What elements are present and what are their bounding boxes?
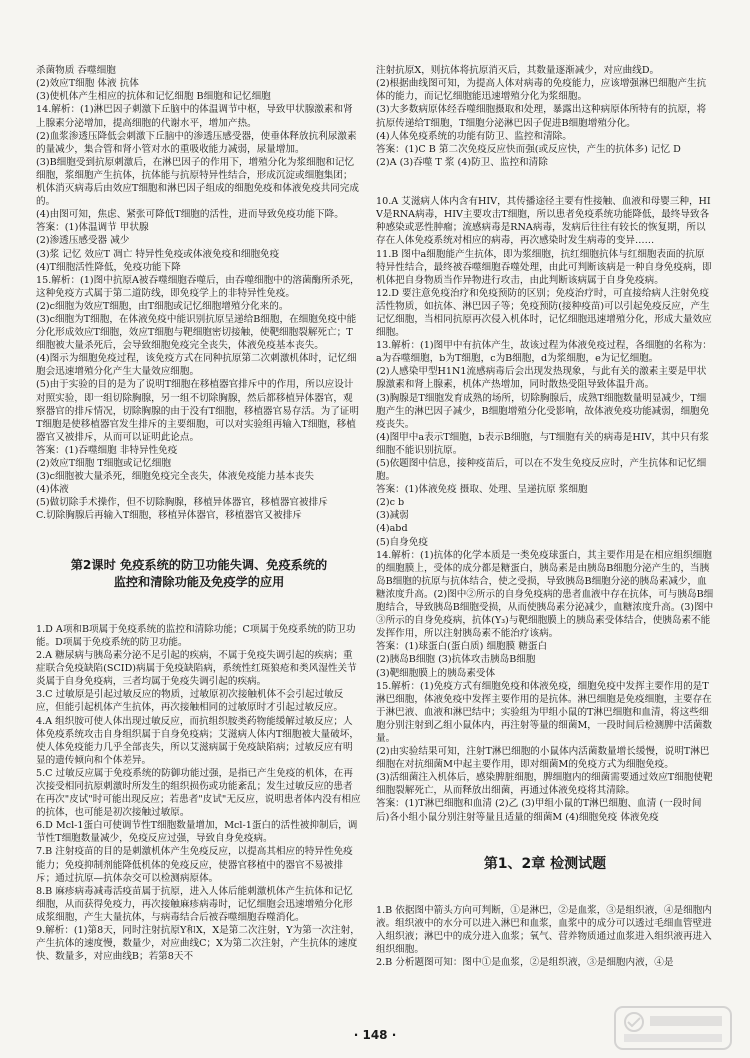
- answer-block: 1.D A项和B项属于免疫系统的监控和清除功能；C项属于免疫系统的防卫功能。D项属于免疫系统的防卫功能。 2.A 糖尿病与胰岛素分泌不足引起的疾病，不属于免疫失调引起的疾病；重症联合免疫缺陷(SCID)病属于免疫缺陷病，系统性红斑狼疮和类风湿性关节炎属于自身免疫病，三者均属于免疫失调引起的疾病。 3.C 过敏原是引起过敏反应的物质，过敏原初次接触机体不会引起过敏反应，但能引起机体产生抗体，再次接触相同的过敏原时才引起过敏反应。 4.A 组织胺可使人体出现过敏反应，而抗组织胺类药物能缓解过敏反应；人体免疫系统攻击自身组织属于自身免疫病；艾滋病人体内T细胞被大量破坏，使人体免疫能力几乎全部丧失，所以艾滋病属于免疫缺陷病；过敏反应有明显的遗传倾向和个体差异。 5.C 过敏反应属于免疫系统的防御功能过强，是指已产生免疫的机体，在再次接受相同抗原刺激时所发生的组织损伤或功能紊乱；发生过敏反应的患者在再次"皮试"时可能出现反应；若患者"皮试"无反应，说明患者体内没有相应的抗体，也可能是初次接触过敏原。 6.D Mcl-1蛋白可使调节性T细胞数量增加，Mcl-1蛋白的活性被抑制后，调节性T细胞数量减少，免疫反应过强，导致自身免疫病。 7.B 注射疫苗的目的是刺激机体产生免疫反应，以提高其相应的特异性免疫能力；免疫抑制剂能降低机体的免疫反应，使器官移植中的器官不易被排斥；通过抗原—抗体杂交可以检测病原体。 8.B 麻疹病毒减毒活疫苗属于抗原，进入人体后能刺激机体产生抗体和记忆细胞，从而获得免疫力，再次接触麻疹病毒时，记忆细胞会迅速增殖分化形成浆细胞，产生大量抗体，与病毒结合后被吞噬细胞吞噬消化。 9.解析：(1)第8天，同时注射抗原Y和X，X是第二次注射，Y为第一次注射，产生抗体的速度慢，数量少，对应曲线C；X为第二次注射，产生抗体的速度快、数量多，对应曲线B；若第8天不: [36, 623, 361, 963]
- left-column: [36, 38, 362, 1020]
- answer-block: 1.B 依据图中箭头方向可判断，①是淋巴，②是血浆，③是组织液，④是细胞内液。组织液中的水分可以进入淋巴和血浆，血浆中的成分可以透过毛细血管壁进入组织液；淋巴中的成分进入血浆；氧气、营养物质通过血浆进入组织液再进入组织细胞。 2.B 分析题图可知：图中①是血浆，②是组织液，③是细胞内液，④是: [376, 905, 712, 969]
- right-column: [376, 38, 714, 1020]
- answer-block: 杀菌物质 吞噬细胞 (2)效应T细胞 体液 抗体 (3)使机体产生相应的抗体和记忆细胞 B细胞和记忆细胞 14.解析：(1)淋巴因子刺激下丘脑中的体温调节中枢，导致甲状腺激素和肾上腺素分泌增加，提高细胞的代谢水平，增加产热。 (2)血浆渗透压降低会刺激下丘脑中的渗透压感受器，使垂体释放抗利尿激素的量减少，集合管和肾小管对水的重吸收能力减弱，尿量增加。 (3)B细胞受到抗原刺激后，在淋巴因子的作用下，增殖分化为浆细胞和记忆细胞，浆细胞产生抗体，抗体能与抗原特异性结合，形成沉淀或细胞集团；机体消灭病毒后由效应T细胞和淋巴因子组成的细胞免疫和体液免疫共同完成的。 (4)由图可知，焦虑、紧张可降低T细胞的活性，进而导致免疫功能下降。 答案：(1)体温调节 甲状腺 (2)渗透压感受器 减少 (3)浆 记忆 效应T 凋亡 特异性免疫或体液免疫和细胞免疫 (4)T细胞活性降低，免疫功能下降 15.解析：(1)图中抗原A被吞噬细胞吞噬后，由吞噬细胞中的溶菌酶所杀死，这种免疫方式属于第二道防线，即免疫学上的非特异性免疫。 (2)c细胞为效应T细胞，由T细胞或记忆细胞增殖分化来的。 (3)c细胞为T细胞，在体液免疫中能识别抗原呈递给B细胞，在细胞免疫中能分化形成效应T细胞，效应T细胞与靶细胞密切接触，使靶细胞裂解死亡；T细胞被大量杀死后，会导致细胞免疫完全丧失，体液免疫基本丧失。 (4)图示为细胞免疫过程，该免疫方式在同种抗原第二次刺激机体时，记忆细胞会迅速增殖分化产生大量效应细胞。 (5)由于实验的目的是为了说明T细胞在移植器官排斥中的作用，所以应设计对照实验，即一组切除胸腺，另一组不切除胸腺，然后都移植异体器官，观察器官的排斥情况，切除胸腺的由于没有T细胞，移植器官易存活。为了证明T细胞是使移植器官发生排斥的主要细胞，可以对实验组再输入T细胞，移植器官又被排斥，从而可以证明此论点。 答案：(1)吞噬细胞 非特异性免疫 (2)效应T细胞 T细胞或记忆细胞 (3)c细胞被大量杀死，细胞免疫完全丧失，体液免疫能力基本丧失 (4)体液 (5)做切除手术操作，但不切除胸腺，移植异体器官，移植器官被排斥 C.切除胸腺后再输入T细胞，移植异体器官，移植器官又被排斥: [36, 65, 360, 522]
- watermark-logo: [614, 1006, 732, 1050]
- page-number: · 148 ·: [353, 1028, 397, 1042]
- answer-block: 10.A 艾滋病人体内含有HIV，其传播途径主要有性接触、血液和母婴三种，HIV是RNA病毒，HIV主要攻击T细胞，所以患者免疫系统功能降低，最终导致各种感染或恶性肿瘤；流感病毒是RNA病毒，发病后往往有较长的恢复期，所以存在人体免疫系统对相应的病毒，再次感染时发生病毒的变异…… 11.B 图中a细胞能产生抗体，即为浆细胞，抗红细胞抗体与红细胞表面的抗原特异性结合，最终被吞噬细胞吞噬处理，由此可判断该病是一种自身免疫病，即机体把自身物质当作异物进行攻击，由此判断该病属于自身免疫病。 12.D 要注意免疫治疗和免疫预防的区别；免疫治疗时，可直接给病人注射免疫活性物质，如抗体、淋巴因子等；免疫预防(接种疫苗)可以引起免疫反应，产生记忆细胞，当相同抗原再次侵入机体时，记忆细胞迅速增殖分化，形成大量效应细胞。 13.解析：(1)图甲中有抗体产生，故该过程为体液免疫过程，各细胞的名称为：a为吞噬细胞，b为T细胞，c为B细胞，d为浆细胞，e为记忆细胞。 (2)人感染甲型H1N1流感病毒后会出现发热现象，与此有关的激素主要是甲状腺激素和肾上腺素，机体产热增加，同时散热受阻导致体温升高。 (3)胸腺是T细胞发育成熟的场所，切除胸腺后，成熟T细胞数量明显减少，T细胞产生的淋巴因子减少，B细胞增殖分化受影响，故体液免疫功能减弱，细胞免疫丧失。 (4)图甲中a表示T细胞，b表示B细胞，与T细胞有关的病毒是HIV，其中只有浆细胞不能识别抗原。 (5)依题图中信息，接种疫苗后，可以在不发生免疫反应时，产生抗体和记忆细胞。 答案：(1)体液免疫 摄取、处理、呈递抗原 浆细胞 (2)c b (3)减弱 (4)abd (5)自身免疫 14.解析：(1)抗体的化学本质是一类免疫球蛋白，其主要作用是在相应组织细胞的细胞膜上，受体的成分都是糖蛋白，胰岛素是由胰岛B细胞分泌产生的，当胰岛B细胞的抗原与抗体结合，使之受损，导致胰岛B细胞分泌的胰岛素减少，血糖浓度升高。(2)图中②所示的自身免疫病的患者血液中存在抗体，可与胰岛B细胞结合，导致胰岛B细胞受损，从而使胰岛素分泌减少，血糖浓度升高。(3)图中③所示的自身免疫病，抗体(Y₃)与靶细胞膜上的胰岛素受体结合，使胰岛素不能发挥作用，所以注射胰岛素不能治疗该病。 答案：(1)球蛋白(蛋白质) 细胞膜 糖蛋白 (2)胰岛B细胞 (3)抗体攻击胰岛B细胞 (3)靶细胞膜上的胰岛素受体 15.解析：(1)免疫方式有细胞免疫和体液免疫，细胞免疫中发挥主要作用的是T淋巴细胞，体液免疫中发挥主要作用的是抗体。淋巴细胞是免疫细胞，主要存在于淋巴液、血液和淋巴结中；实验组为甲组小鼠的T淋巴细胞和血清，将这些细胞分别注射到乙组小鼠体内，再注射等量的细菌M，一段时间后检测脾中活菌数量。 (2)由实验结果可知，注射T淋巴细胞的小鼠体内活菌数量增长缓慢，说明T淋巴细胞在对抗细菌M中起主要作用，即对细菌M的免疫方式为细胞免疫。 (3)活细菌注入机体后，感染脾脏细胞，脾细胞内的细菌需要通过效应T细胞使靶细胞裂解死亡，从而释放出细菌，再通过体液免疫将其清除。 答案：(1)T淋巴细胞和血清 (2)乙 (3)甲组小鼠的T淋巴细胞、血清 (一段时间后)各小组小鼠分别注射等量且适量的细菌M (4)细胞免疫 体液免疫: [376, 196, 714, 823]
- lesson-title: 第2课时 免疫系统的防卫功能失调、免疫系统的 监控和清除功能及免疫学的应用: [70, 557, 328, 589]
- section-title: 第1、2章 检测试题: [483, 855, 607, 872]
- answer-block: 注射抗原X，则抗体将抗原消灭后，其数量逐渐减少，对应曲线D。 (2)根据曲线图可知，为提高人体对病毒的免疫能力，应该增强淋巴细胞产生抗体的能力，而记忆细胞能迅速增殖分化为浆细胞。 (3)大多数病原体经吞噬细胞摄取和处理，暴露出这种病原体所特有的抗原，将抗原传递给T细胞，T细胞分泌淋巴因子促进B细胞增殖分化。 (4)人体免疫系统的功能有防卫、监控和清除。 答案：(1)C B 第二次免疫反应快而强(或反应快，产生的抗体多) 记忆 D (2)A (3)吞噬 T 浆 (4)防卫、监控和清除: [376, 65, 707, 168]
